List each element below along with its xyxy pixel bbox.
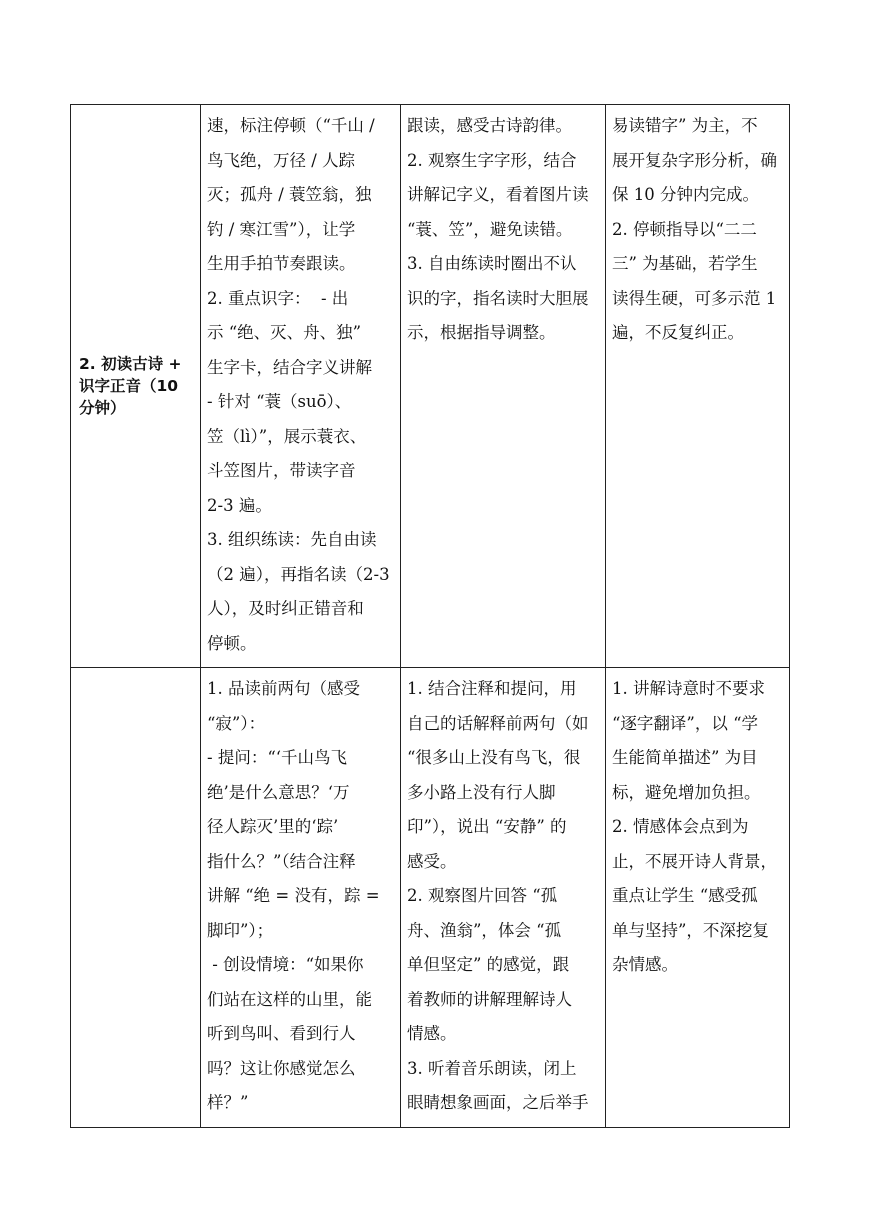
student-text-line: 舟、渔翁”，体会 “孤	[407, 920, 562, 940]
stage-text-line: 分钟）	[79, 399, 126, 417]
teacher-text-line: 鸟飞绝，万径 / 人踪	[207, 150, 356, 170]
student-text-line: 单但坚定” 的感觉，跟	[407, 955, 570, 974]
student-text-line: “蓑、笠”，避免读错。	[407, 219, 573, 239]
notes-text-line: 展开复杂字形分析，确	[612, 150, 777, 170]
student-text-line: 眼睛想象画面，之后举手	[407, 1093, 589, 1112]
notes-text-line: 标，避免增加负担。	[612, 782, 761, 802]
notes-cell	[606, 105, 790, 668]
teacher-activity-cell	[201, 668, 401, 1128]
teacher-text-line: 样？”	[207, 1093, 249, 1112]
notes-text-line: 三” 为基础，若学生	[612, 254, 758, 273]
student-text-line: 3. 自由练读时圈出不认	[407, 254, 577, 273]
teacher-text-line: 径人踪灭’里的‘踪’	[207, 817, 339, 836]
teacher-text-line: 们站在这样的山里，能	[207, 989, 372, 1009]
notes-text-line: 读得生硬，可多示范 1	[612, 288, 777, 308]
student-activity-cell	[401, 105, 606, 668]
student-text-line: 2. 观察生字字形，结合	[407, 150, 577, 170]
teacher-text-line: - 创设情境：“如果你	[207, 955, 364, 974]
student-text-line: 多小路上没有行人脚	[407, 782, 556, 802]
table-row	[71, 668, 790, 1128]
notes-text-line: 重点让学生 “感受孤	[612, 886, 758, 905]
student-text-line: 情感。	[407, 1024, 457, 1043]
teacher-text-line: 钓 / 寒江雪”），让学	[207, 219, 356, 239]
student-text-line: 示，根据指导调整。	[407, 323, 556, 342]
lesson-plan-table	[70, 104, 790, 1128]
teacher-text-line: 讲解 “绝 = 没有，踪 =	[207, 886, 380, 905]
table-row	[71, 105, 790, 668]
teacher-text-line: 停顿。	[207, 633, 257, 653]
teacher-text-line: 人），及时纠正错音和	[207, 599, 364, 618]
notes-text-line: 遍，不反复纠正。	[612, 323, 744, 342]
teacher-text-line: - 针对 “蓑（suō）、	[207, 392, 352, 411]
notes-text-line: 止，不展开诗人背景，	[612, 851, 777, 871]
notes-text-line: 2. 停顿指导以“二二	[612, 219, 757, 239]
notes-text-line: 1. 讲解诗意时不要求	[612, 679, 765, 698]
teacher-text-line: 1. 品读前两句（感受	[207, 679, 360, 698]
teacher-text-line: 3. 组织练读：先自由读	[207, 530, 377, 549]
student-text-line: 印”），说出 “安静” 的	[407, 817, 567, 836]
teacher-text-line: 生字卡，结合字义讲解	[207, 357, 372, 377]
notes-text-line: 杂情感。	[612, 955, 678, 974]
teacher-text-line: 速，标注停顿（“千山 /	[207, 116, 375, 135]
notes-text-line: 单与坚持”，不深挖复	[612, 920, 769, 940]
teacher-text-line: 绝’是什么意思？‘万	[207, 782, 350, 802]
teacher-text-line: 吗？这让你感觉怎么	[207, 1058, 356, 1078]
teacher-text-line: 灭；孤舟 / 蓑笠翁，独	[207, 185, 372, 204]
student-text-line: 着教师的讲解理解诗人	[407, 989, 572, 1009]
teacher-activity-cell	[201, 105, 401, 668]
stage-cell	[71, 668, 201, 1128]
teacher-text-line: 听到鸟叫、看到行人	[207, 1024, 356, 1043]
stage-cell	[71, 105, 201, 668]
teacher-text-line: 生用手拍节奏跟读。	[207, 254, 356, 273]
student-text-line: 跟读，感受古诗韵律。	[407, 116, 572, 135]
teacher-text-line: 斗笠图片，带读字音	[207, 461, 356, 480]
teacher-text-line: 2-3 遍。	[207, 495, 272, 515]
student-activity-cell	[401, 668, 606, 1128]
teacher-text-line: 指什么？”（结合注释	[207, 851, 356, 871]
student-text-line: 2. 观察图片回答 “孤	[407, 886, 558, 905]
teacher-text-line: （2 遍），再指名读（2-3	[207, 564, 390, 584]
student-text-line: 自己的话解释前两句（如	[407, 713, 589, 733]
stage-text-line: 识字正音（10	[79, 377, 179, 395]
teacher-text-line: “寂”）：	[207, 713, 266, 733]
notes-cell	[606, 668, 790, 1128]
notes-text-line: 保 10 分钟内完成。	[612, 185, 759, 204]
notes-text-line: 2. 情感体会点到为	[612, 817, 749, 836]
teacher-text-line: 示 “绝、灭、舟、独”	[207, 323, 362, 342]
notes-text-line: “逐字翻译”，以 “学	[612, 713, 759, 733]
notes-text-line: 生能简单描述” 为目	[612, 748, 758, 767]
teacher-text-line: - 提问：“‘千山鸟飞	[207, 748, 348, 767]
student-text-line: 感受。	[407, 851, 457, 871]
stage-text-line: 2. 初读古诗 +	[79, 355, 182, 373]
student-text-line: 讲解记字义，看着图片读	[407, 185, 589, 204]
teacher-text-line: 脚印”）；	[207, 920, 274, 940]
student-text-line: 3. 听着音乐朗读，闭上	[407, 1058, 577, 1078]
student-text-line: 识的字，指名读时大胆展	[407, 288, 589, 308]
student-text-line: 1. 结合注释和提问，用	[407, 679, 577, 698]
teacher-text-line: 笠（lì）”，展示蓑衣、	[207, 426, 367, 446]
teacher-text-line: 2. 重点识字： - 出	[207, 288, 349, 308]
notes-text-line: 易读错字” 为主，不	[612, 116, 758, 135]
student-text-line: “很多山上没有鸟飞，很	[407, 748, 581, 767]
